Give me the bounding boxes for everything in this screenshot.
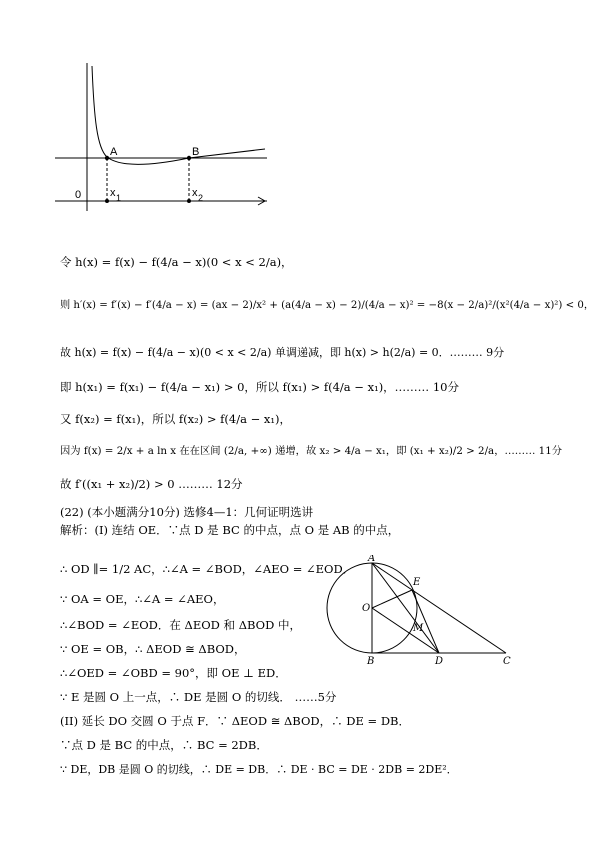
line-1: 令 h(x) = f(x) − f(4/a − x)(0 < x < 2/a)，: [60, 255, 293, 269]
geo-label-b: B: [367, 656, 375, 667]
segment-oe: [372, 590, 412, 608]
line-2: 则 h′(x) = f′(x) − f′(4/a − x) = (ax − 2)/x² + (a(4/a − x) − 2)/(4/a − x)² = −8(x − 2/a)²/(x²(4/a − x)²) < 0，: [60, 300, 595, 311]
curve: [92, 66, 265, 164]
segment-ac: [372, 563, 506, 653]
line-15: ∵ E 是圆 O 上一点，∴ DE 是圆 O 的切线． ……5分: [60, 690, 337, 704]
geo-label-e: E: [413, 577, 421, 588]
line-10: ∴ OD ∥= 1/2 AC，∴∠A = ∠BOD，∠AEO = ∠EOD．: [60, 562, 355, 576]
segment-ad: [372, 563, 439, 653]
line-11: ∵ OA = OE，∴∠A = ∠AEO，: [60, 592, 225, 606]
label-x2-sub: 2: [198, 193, 204, 203]
label-b: B: [192, 146, 200, 158]
geo-label-c: C: [503, 656, 511, 667]
line-13: ∵ OE = OB，∴ ΔEOD ≅ ΔBOD，: [60, 642, 246, 656]
geo-label-a: A: [368, 555, 376, 564]
line-7: 故 f′((x₁ + x₂)/2) > 0 ……… 12分: [60, 477, 243, 491]
label-a: A: [110, 146, 118, 158]
geo-label-d: D: [435, 656, 444, 667]
line-12: ∴∠BOD = ∠EOD．在 ΔEOD 和 ΔBOD 中，: [60, 618, 301, 632]
function-graph: [55, 58, 270, 213]
label-x2: x: [192, 187, 198, 199]
point-b: [187, 156, 191, 160]
line-4: 即 h(x₁) = f(x₁) − f(4/a − x₁) > 0，所以 f(x₁) > f(4/a − x₁)，……… 10分: [60, 380, 459, 394]
line-14: ∴∠OED = ∠OBD = 90°，即 OE ⊥ ED．: [60, 666, 287, 680]
line-18: ∵ DE，DB 是圆 O 的切线，∴ DE = DB．∴ DE · BC = DE · 2DB = 2DE²．: [60, 763, 458, 776]
line-6: 因为 f(x) = 2/x + a ln x 在在区间 (2/a, +∞) 递增，故 x₂ > 4/a − x₁，即 (x₁ + x₂)/2 > 2/a，……… 11分: [60, 445, 563, 457]
line-5: 又 f(x₂) = f(x₁)，所以 f(x₂) > f(4/a − x₁)，: [60, 412, 291, 426]
point-a: [105, 156, 109, 160]
geometry-figure: [325, 555, 520, 667]
line-9: 解析：(I) 连结 OE．∵点 D 是 BC 的中点，点 O 是 AB 的中点，: [60, 523, 400, 537]
label-x1-sub: 1: [116, 193, 122, 203]
geo-label-o: O: [362, 603, 371, 614]
line-16: (II) 延长 DO 交圆 O 于点 F．∵ ΔEOD ≅ ΔBOD，∴ DE = DB．: [60, 714, 411, 728]
line-3: 故 h(x) = f(x) − f(4/a − x)(0 < x < 2/a) 单调递减，即 h(x) > h(2/a) = 0．……… 9分: [60, 346, 505, 359]
line-17: ∵点 D 是 BC 的中点，∴ BC = 2DB．: [60, 738, 268, 752]
label-origin: 0: [75, 189, 82, 201]
line-8: (22) (本小题满分10分) 选修4—1：几何证明选讲: [60, 505, 314, 519]
label-x1: x: [110, 187, 116, 199]
point-x1: [105, 199, 109, 203]
geo-label-m: M: [413, 623, 424, 634]
point-x2: [187, 199, 191, 203]
